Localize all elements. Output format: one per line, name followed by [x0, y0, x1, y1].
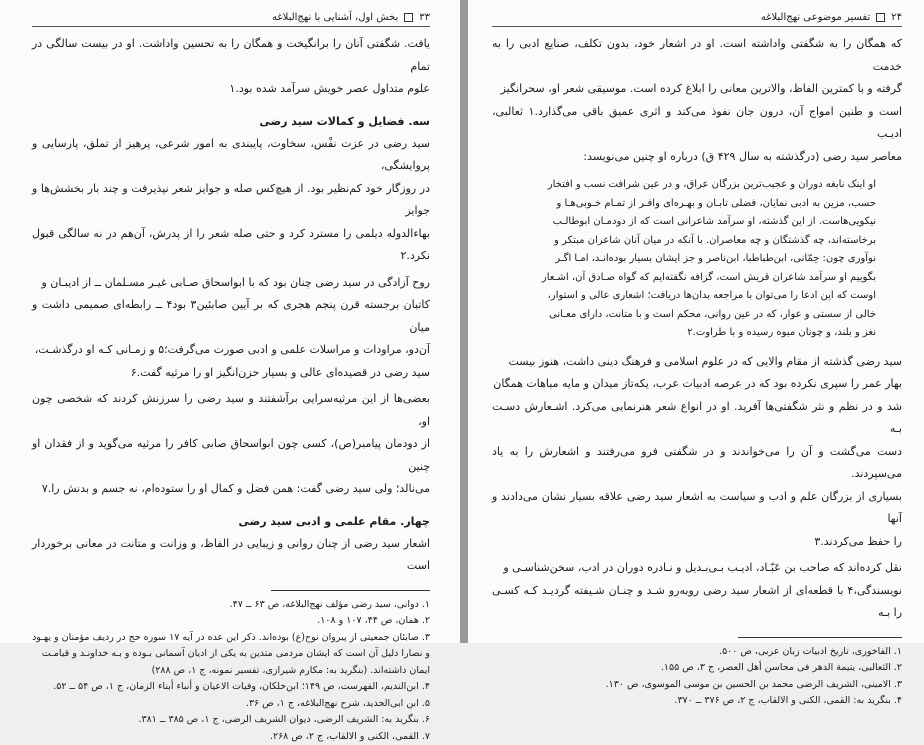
- left-page-content: [0, 0, 460, 745]
- text-line: اشعار سید رضی از چنان روانی و زیبایی در الفاظ، و وزانت و متانت در معانی برخوردار است: [32, 533, 430, 578]
- text-line: آن‌دو، مراودات و مراسلات علمی و ادبی صورت می‌گرفت؛۵ و زمـانی کـه او درگذشـت،: [32, 339, 430, 362]
- header-separator-icon: [404, 13, 413, 22]
- footnote: ۲. الثعالبی، یتیمة الدهر فی محاسن أهل العصر، ج ۳، ص ۱۵۵.: [492, 660, 902, 677]
- footnote: ۴. ابن‌الندیم، الفهرست، ص ۱۴۹؛ ابن‌خلکان، وفیات الاعیان و أنباء أبناء الزمان، ج ۱، ص ۵۴ ــ ۵۲.: [32, 679, 430, 696]
- right-header-rule: [492, 26, 902, 27]
- right-intro-paragraph: [492, 33, 902, 168]
- footnote: ایمان داشته‌اند. (بنگرید به: مکارم شیرازی، تفسیر نمونه، ج ۱، ص ۲۸۸): [32, 663, 430, 680]
- virtues-paragraph-2: [32, 272, 430, 385]
- text-line: در روزگار خود کم‌نظیر بود. از هیچ‌کس صله و جوایز شعر نپذیرفت و چند بار بخشش‌ها و جوایز: [32, 178, 430, 223]
- left-running-header: [32, 8, 430, 26]
- left-page-number: ۳۳: [419, 12, 430, 23]
- literary-status-paragraph: [32, 533, 430, 578]
- text-line: روح آزادگی در سید رضی چنان بود که با ابواسحاق صـابی غیـر مسـلمان ــ از ادیبـان و: [32, 272, 430, 295]
- quote-line: نغز و بلند، و چونان میوه رسیده و با طراوت.۲: [492, 324, 876, 343]
- footnote: ۳. الامینی، الشریف الرضی محمد بن الحسین بن موسی الموسوی، ص ۱۳۰.: [492, 677, 902, 694]
- left-intro-paragraph: [32, 33, 430, 101]
- text-line: سید رضی در عزت نفْس، سخاوت، پایبندی به امور شرعی، پرهیز از تملق، پارسایی و پروایشگی،: [32, 133, 430, 178]
- footnote: ۶. بنگرید به: الشریف الرضی، دیوان الشریف الرضی، ج ۱، ص ۳۸۵ ــ ۳۸۱.: [32, 712, 430, 729]
- text-line: نویسندگی،۴ با قطعه‌ای از اشعار سید رضی روبه‌رو شـد و چنـان شـیفته گردیـد کـه کسـی را بـه: [492, 580, 902, 625]
- text-line: بهاءالدوله دیلمی را مسترد کرد و حتی صله شعر را از پدرش، آن‌هم در نه سالگی قبول نکرد.۲: [32, 223, 430, 268]
- right-footnote-rule: [738, 637, 902, 638]
- section-heading-virtues: سه. فضایل و کمالات سید رضی: [32, 111, 430, 133]
- thaalibi-quotation: [492, 176, 876, 343]
- text-line: دست می‌گشت و آن را می‌خواندند و در شگفتی فرو می‌رفتند و اشعارش را به یاد می‌سپردند.: [492, 441, 902, 486]
- virtues-paragraph-3: [32, 388, 430, 501]
- text-line: بعضی‌ها از این مرثیه‌سرایی برآشفتند و سید رضی را سرزنش کردند که شخصی چون او،: [32, 388, 430, 433]
- text-line: که همگان را به شگفتی واداشته است. او در اشعار خود، بدون تکلف، صنایع ادبی را به خدمت: [492, 33, 902, 78]
- text-line: سید رضی گذشته از مقام والایی که در علوم اسلامی و فرهنگ دینی داشت، هنوز بیست: [492, 351, 902, 374]
- virtues-paragraph-1: [32, 133, 430, 268]
- text-line: را حفظ می‌کردند.۳: [492, 531, 902, 554]
- right-book-page: [468, 0, 924, 643]
- sahib-paragraph: [492, 557, 902, 625]
- text-line: گرفته و با کمترین الفاظ، والاترین معانی را ابلاغ کرده است. موسیقی شعر او، سحرانگیز: [492, 78, 902, 101]
- after-quote-paragraph: [492, 351, 902, 554]
- left-header-title: بخش اول، آشنایی با نهج‌البلاغه: [272, 12, 398, 23]
- quote-line: حسب، مزین به ادبی نمایان، فضلی تابـان و بهـره‌ای وافـر از تمـام خـوبی‌هـا و: [492, 195, 876, 214]
- section-heading-literary-status: چهار. مقام علمی و ادبی سید رضی: [32, 511, 430, 533]
- quote-line: برخاسته‌اند، چه گذشتگان و چه معاصران. با آنکه در میان آنان شاعران مبتکر و: [492, 232, 876, 251]
- text-line: بهار عمر را سپری نکرده بود که در عرصه ادبیات عرب، یکه‌تاز میدان و مایه مباهات همگان: [492, 373, 902, 396]
- text-line: علوم متداول عصر خویش سرآمد شده بود.۱: [32, 78, 430, 101]
- text-line: یافت. شگفتی آنان را برانگیخت و همگان را به تحسین واداشت. او در بیست سالگی در تمام: [32, 33, 430, 78]
- text-line: از دودمان پیامبر(ص)، کسی چون ابواسحاق صابی کافر را مرثیه می‌گوید و از فقدان او چنین: [32, 433, 430, 478]
- quote-line: نیکویی‌هاست. از این گذشته، او سرآمد شاعرانی است که از دودمـان ابوطالـب: [492, 213, 876, 232]
- left-header-rule: [32, 26, 430, 27]
- footnote: ۱. دوانی، سید رضی مؤلف نهج‌البلاغه، ص ۶۳ ــ ۴۷.: [32, 597, 430, 614]
- right-header-title: تفسیر موضوعی نهج‌البلاغه: [761, 12, 870, 23]
- left-footnotes: [32, 597, 430, 745]
- right-footnotes: [492, 644, 902, 710]
- quote-line: اوست که این ادعا را می‌توان با مراجعه بدان‌ها دریافت؛ اشعاری عالی و استوار،: [492, 287, 876, 306]
- text-line: کاتبان برجسته قرن پنجم هجری که بر آیین صابئین۳ بود۴ ــ رابطه‌ای صمیمی داشت و میان: [32, 294, 430, 339]
- footnote: و نصارا دلیل آن است که ایشان مردمی متدین به یکی از ادیان آسمانی بـوده و بـه خداونـد و قیامـت: [32, 646, 430, 663]
- book-gutter: [460, 0, 468, 643]
- footnote: ۲. همان، ص ۴۴، ۱۰۷ و ۱۰۸.: [32, 613, 430, 630]
- left-footnote-rule: [271, 590, 430, 591]
- left-book-page: [0, 0, 460, 643]
- footnote: ۵. ابن ابی‌الحدید، شرح نهج‌البلاغه، ج ۱، ص ۳۶.: [32, 696, 430, 713]
- quote-line: خالی از سستی و عوار، که در عین روانی، محکم است و با متانت، دارای معـانی: [492, 306, 876, 325]
- footnote: ۱. الفاخوری، تاریخ ادبیات زبان عربی، ص ۵۰۰.: [492, 644, 902, 661]
- right-page-number: ۲۴: [891, 12, 902, 23]
- quote-line: نوآوری چون: حِمّانی، ابن‌طباطبا، ابن‌ناصر و جز ایشان بسیار بوده‌انـد، امـا اگـر: [492, 250, 876, 269]
- quote-line: بگوییم او سرآمد شاعران قریش است، گزافه نگفته‌ایم که گواه صـادق آن، اشـعار: [492, 269, 876, 288]
- header-separator-icon: [876, 13, 885, 22]
- footnote: ۷. القمی، الکنی و الالقاب، ج ۲، ص ۲۶۸.: [32, 729, 430, 745]
- footnote: ۴. بنگرید به: القمی، الکنی و الالقاب، ج ۲، ص ۳۷۶ ــ ۳۷۰.: [492, 693, 902, 710]
- text-line: بسیاری از بزرگان علم و ادب و سیاست به اشعار سید رضی علاقه بسیار نشان می‌دادند و آنها: [492, 486, 902, 531]
- text-line: نقل کرده‌اند که صاحب بن عَبّـاد، ادیـب بـی‌بـدیل و نـادره دوران در ادب، سخن‌شناسـی و: [492, 557, 902, 580]
- text-line: شد و در نظم و نثر شگفتی‌ها آفرید. او در انواع شعر هنرنمایی می‌کرد. اشـعارش دسـت بـه: [492, 396, 902, 441]
- footnote: ۳. صابئان جمعیتی از پیروان نوح(ع) بوده‌اند. ذکر این عده در آیه ۱۷ سوره حج در ردیف مؤمنان و یهـود: [32, 630, 430, 647]
- text-line: سید رضی در قصیده‌ای عالی و بسیار حزن‌انگیز او را مرثیه گفت.۶: [32, 362, 430, 385]
- text-line: معاصر سید رضی (درگذشته به سال ۴۲۹ ق) درباره او چنین می‌نویسد:: [492, 146, 902, 169]
- right-running-header: [492, 8, 902, 26]
- text-line: می‌نالد؛ ولی سید رضی گفت: همن فضل و کمال او را ستوده‌ام، نه جسم و بدنش را.۷: [32, 478, 430, 501]
- quote-line: او اینک نابغه دوران و عجیب‌ترین بزرگان عراق، و در عین شرافت نسب و افتخار: [492, 176, 876, 195]
- text-line: است و طنین امواج آن، درون جان نفوذ می‌کند و اثری عمیق باقی می‌گذارد.۱ ثعالبی، ادیـب: [492, 101, 902, 146]
- right-page-content: [468, 0, 924, 710]
